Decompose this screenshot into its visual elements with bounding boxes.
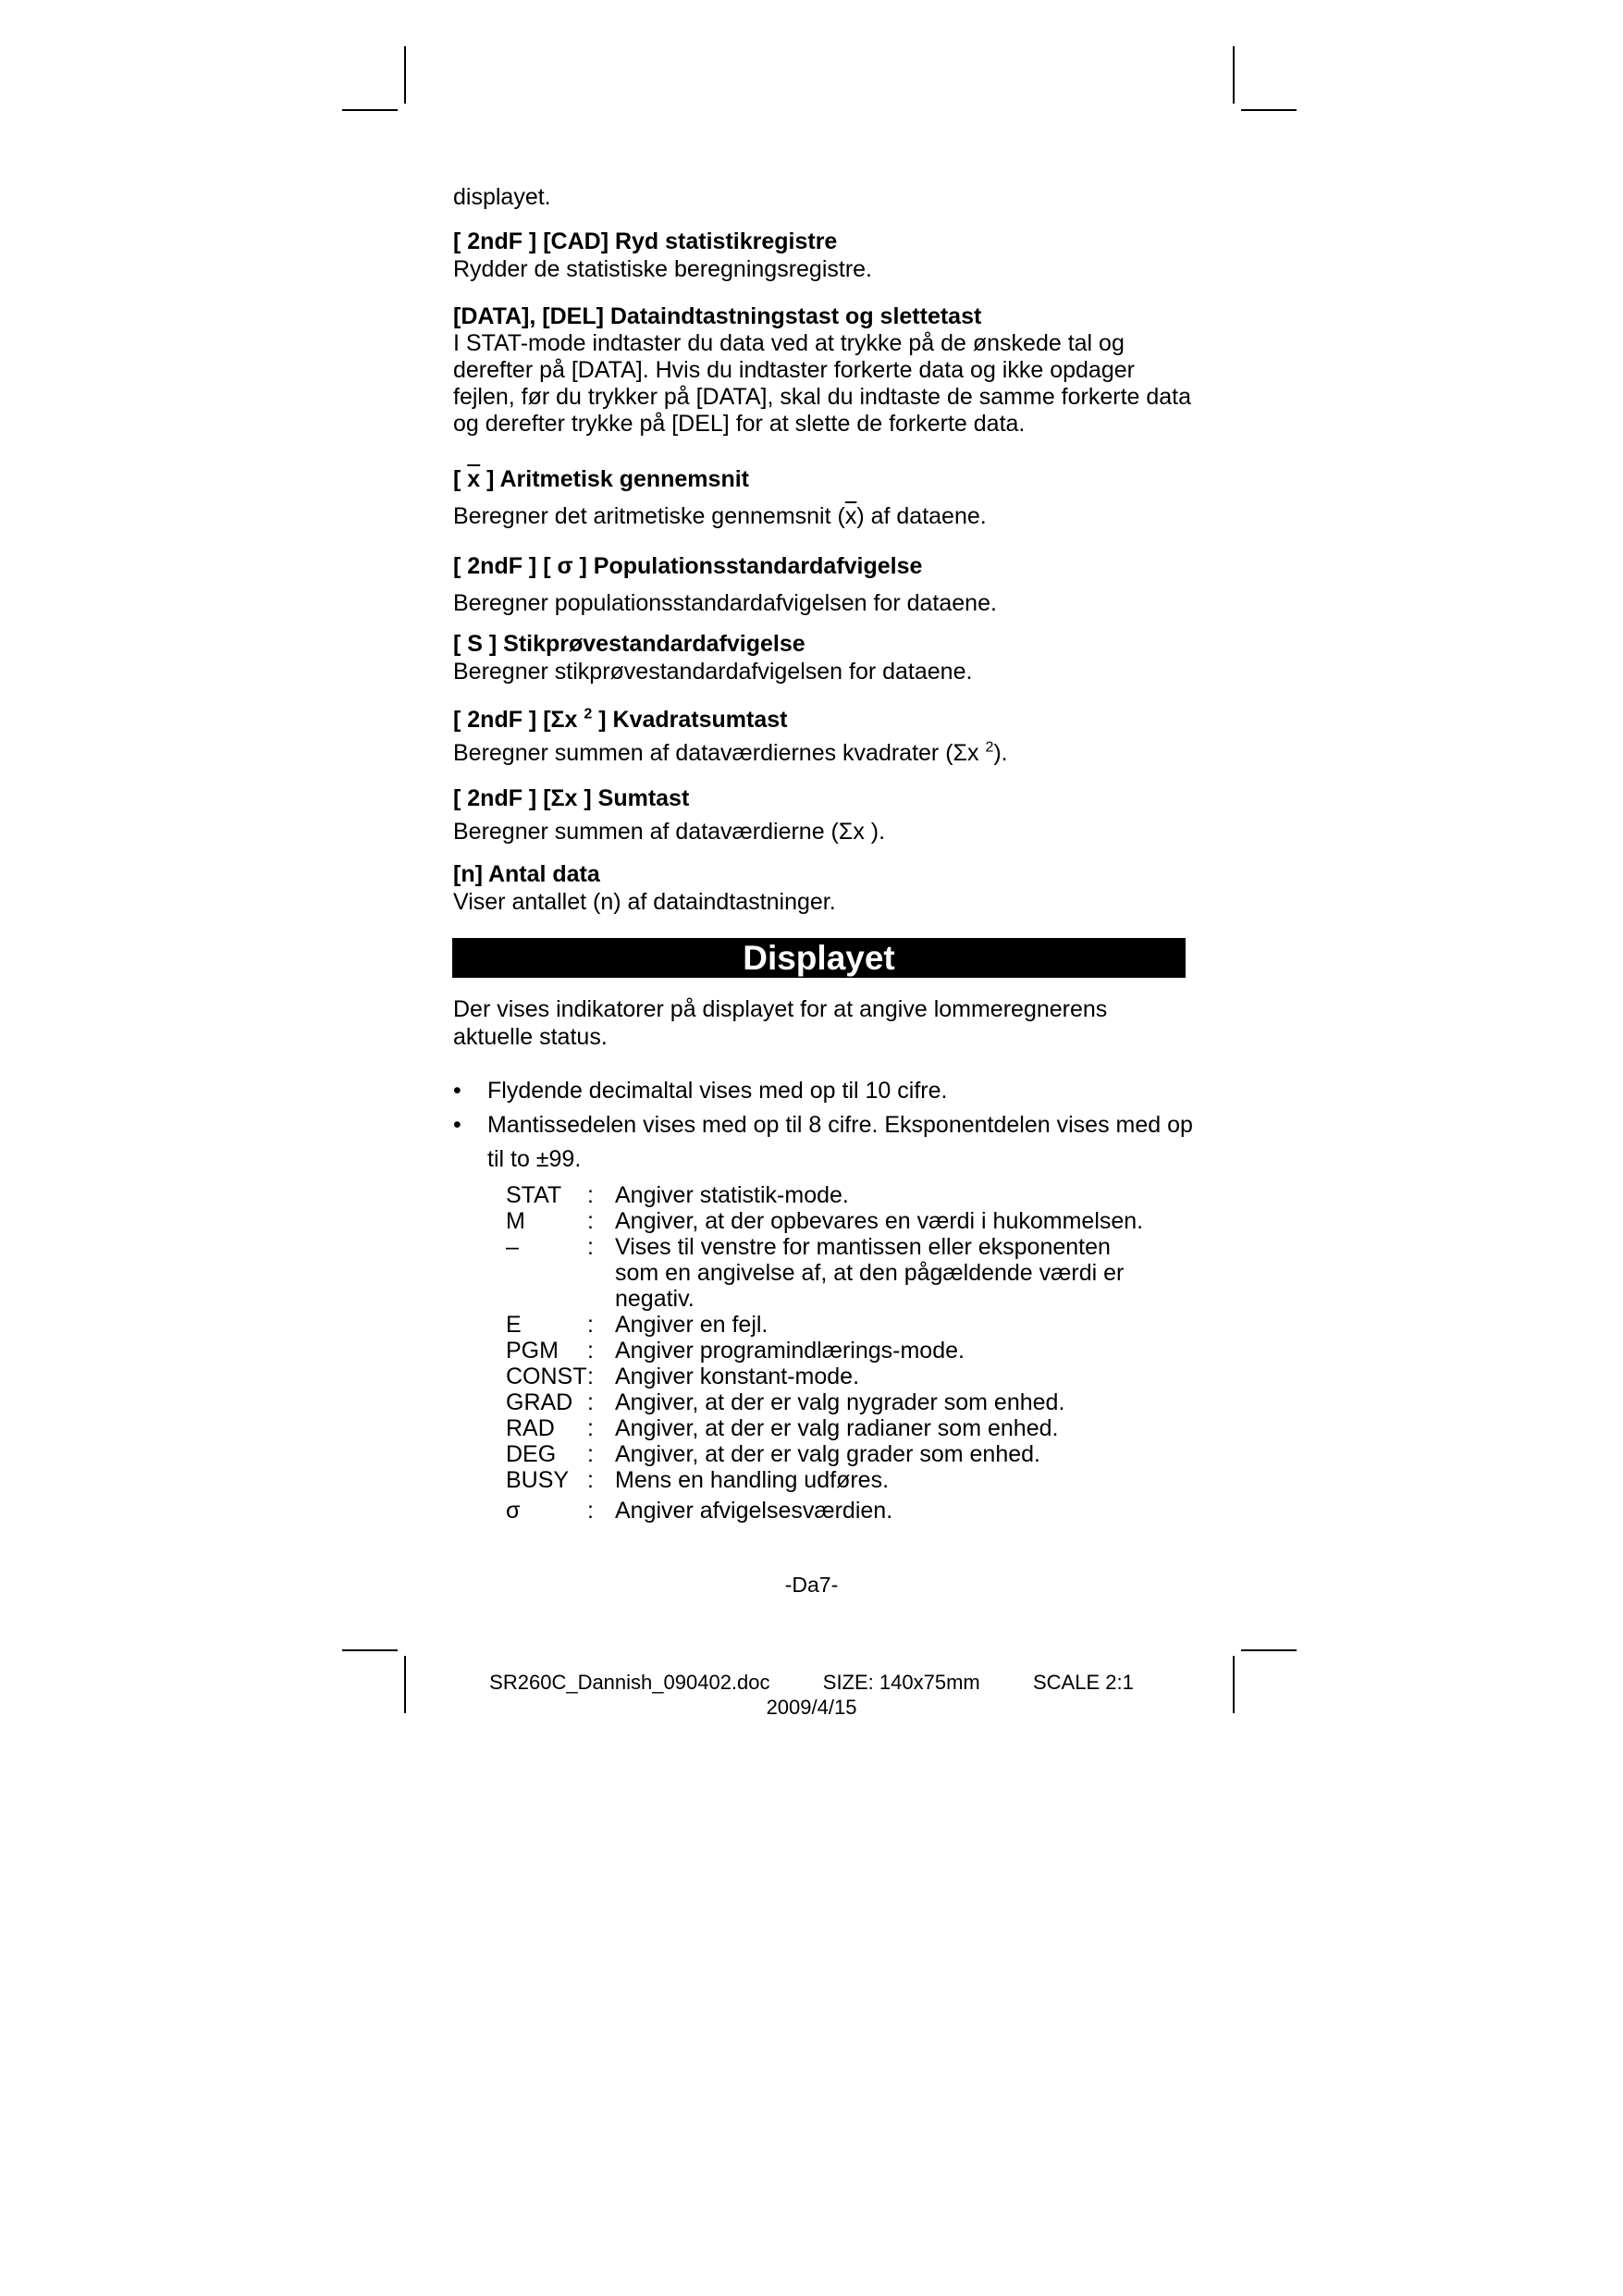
body-part: ) af dataene. <box>856 503 987 529</box>
document-footer <box>0 1670 1623 1720</box>
indicator-separator: : <box>587 1441 594 1467</box>
footer-date: 2009/4/15 <box>766 1696 857 1719</box>
indicator-key: RAD <box>506 1415 555 1441</box>
section-body <box>453 739 1193 767</box>
indicator-description: Mens en handling udføres. <box>615 1467 890 1493</box>
section-heading: [n] Antal data <box>453 861 600 887</box>
indicator-separator: : <box>587 1208 594 1234</box>
crop-mark-top-right-horizontal <box>1241 109 1297 111</box>
indicator-separator: : <box>587 1364 594 1389</box>
section-cad <box>453 228 1193 283</box>
footer-size: SIZE: 140x75mm <box>822 1671 980 1694</box>
indicator-description: Angiver konstant-mode. <box>615 1364 860 1389</box>
indicator-row <box>506 1441 1151 1467</box>
crop-mark-top-left-vertical <box>404 46 406 104</box>
crop-mark-bottom-right-horizontal <box>1241 1649 1297 1651</box>
indicator-description: Angiver afvigelsesværdien. <box>615 1498 893 1524</box>
page-number: -Da7- <box>784 1573 839 1597</box>
section-sum-squares <box>453 706 1193 767</box>
indicator-description: Angiver, at der opbevares en værdi i hukommelsen. <box>615 1208 1144 1234</box>
indicator-key: CONST <box>506 1364 587 1389</box>
indicator-row <box>506 1338 1151 1364</box>
indicator-description: Angiver en fejl. <box>615 1312 768 1338</box>
indicator-separator: : <box>587 1312 594 1338</box>
indicator-key: GRAD <box>506 1389 573 1415</box>
crop-mark-bottom-left-horizontal <box>342 1649 398 1651</box>
superscript: 2 <box>985 739 994 756</box>
heading-part: [ 2ndF ] [Σx <box>453 707 584 733</box>
x-bar-symbol: $\overline{x}$ <box>844 503 857 529</box>
section-heading <box>453 465 1193 493</box>
indicator-separator: : <box>587 1234 594 1260</box>
indicator-description: Angiver statistik-mode. <box>615 1182 849 1208</box>
indicator-description: Angiver, at der er valg nygrader som enhed. <box>615 1389 1065 1415</box>
x-bar-symbol: $\overline{x}$ <box>467 466 481 492</box>
section-n <box>453 860 1193 916</box>
indicator-row <box>506 1208 1151 1234</box>
section-data-del <box>453 302 1193 438</box>
indicator-key: PGM <box>506 1338 559 1364</box>
section-heading: [ S ] Stikprøvestandardafvigelse <box>453 631 805 657</box>
indicator-separator: : <box>587 1389 594 1415</box>
indicator-key: STAT <box>506 1182 562 1208</box>
bullet-dot: • <box>453 1112 461 1138</box>
heading-part: ] Kvadratsumtast <box>592 707 788 733</box>
indicator-separator: : <box>587 1467 594 1493</box>
section-body: Beregner summen af dataværdierne (Σx ). <box>453 819 886 845</box>
indicator-table <box>506 1182 1151 1524</box>
indicator-key: σ <box>506 1498 521 1524</box>
crop-mark-top-right-vertical <box>1233 46 1235 104</box>
indicator-key: – <box>506 1234 519 1260</box>
section-sample-sd <box>453 630 1193 685</box>
indicator-key: BUSY <box>506 1467 570 1493</box>
section-body: Viser antallet (n) af dataindtastninger. <box>453 889 836 915</box>
footer-scale: SCALE 2:1 <box>1032 1671 1134 1694</box>
section-body: Beregner populationsstandardafvigelsen for dataene. <box>453 590 997 616</box>
bullet-text: Mantissedelen vises med op til 8 cifre. Eksponentdelen vises med op til to ±99. <box>487 1112 1193 1172</box>
body-part: Beregner det aritmetiske gennemsnit ( <box>453 503 845 529</box>
section-body: I STAT-mode indtaster du data ved at trykke på de ønskede tal og derefter på [DATA]. Hvis du indtaster forkerte data og ikke opdager fejlen, før du trykker på [DATA], skal du indtaste de samme forkerte data og derefter trykke på [DEL] for at slette de forkerte data. <box>453 330 1192 437</box>
section-population-sd <box>453 552 1193 617</box>
indicator-row <box>506 1389 1151 1415</box>
indicator-description: Angiver, at der er valg radianer som enhed. <box>615 1415 1059 1441</box>
body-part: ). <box>993 740 1008 766</box>
bullet-dot: • <box>453 1078 461 1104</box>
indicator-separator: : <box>587 1182 594 1208</box>
indicator-row <box>506 1364 1151 1389</box>
section-heading: [ 2ndF ] [CAD] Ryd statistikregistre <box>453 228 838 254</box>
indicator-description: Angiver programindlærings-mode. <box>615 1338 965 1364</box>
indicator-description: Vises til venstre for mantissen eller eksponenten som en angivelse af, at den pågældende værdi er negativ. <box>615 1234 1125 1312</box>
indicator-separator: : <box>587 1415 594 1441</box>
indicator-row <box>506 1182 1151 1208</box>
indicator-key: DEG <box>506 1441 557 1467</box>
indicator-description: Angiver, at der er valg grader som enhed. <box>615 1441 1040 1467</box>
indicator-row <box>506 1467 1151 1498</box>
indicator-row <box>506 1234 1151 1312</box>
indicator-separator: : <box>587 1498 594 1524</box>
indicator-row <box>506 1415 1151 1441</box>
bullet-text: Flydende decimaltal vises med op til 10 cifre. <box>487 1078 948 1104</box>
section-heading <box>453 706 1193 734</box>
indicator-key: M <box>506 1208 525 1234</box>
section-body: Rydder de statistiske beregningsregistre. <box>453 256 873 282</box>
display-section-title: Displayet <box>452 938 1186 978</box>
section-body: Beregner stikprøvestandardafvigelsen for dataene. <box>453 659 973 685</box>
heading-part: [ <box>453 466 468 492</box>
section-heading: [DATA], [DEL] Dataindtastningstast og slettetast <box>453 303 982 329</box>
body-part: Beregner summen af dataværdiernes kvadrater (Σx <box>453 740 986 766</box>
section-sum <box>453 784 1193 846</box>
section-body <box>453 502 1193 530</box>
superscript: 2 <box>584 706 593 722</box>
crop-mark-top-left-horizontal <box>342 109 398 111</box>
indicator-row <box>506 1498 1151 1524</box>
section-mean <box>453 465 1193 530</box>
indicator-row <box>506 1312 1151 1338</box>
heading-part: ] Aritmetisk gennemsnit <box>480 466 749 492</box>
footer-filename: SR260C_Dannish_090402.doc <box>489 1671 770 1694</box>
intro-text: displayet. <box>453 184 551 210</box>
section-heading: [ 2ndF ] [Σx ] Sumtast <box>453 785 690 811</box>
section-heading: [ 2ndF ] [ σ ] Populationsstandardafvigelse <box>453 553 923 579</box>
indicator-separator: : <box>587 1338 594 1364</box>
indicator-key: E <box>506 1312 522 1338</box>
display-intro: Der vises indikatorer på displayet for at angive lommeregnerens aktuelle status. <box>453 996 1108 1050</box>
